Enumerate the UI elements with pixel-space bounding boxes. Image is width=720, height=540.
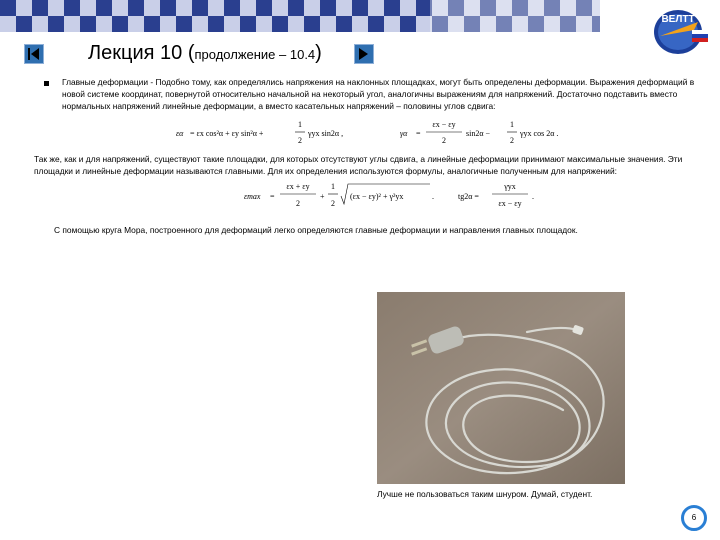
checker-cell <box>272 0 288 16</box>
formula-frac3-num: 1 <box>510 120 514 129</box>
formula2-eps-max: εmax <box>244 192 261 201</box>
strain-transformation-formula <box>176 118 596 150</box>
checker-cell <box>208 0 224 16</box>
checker-cell <box>336 0 352 16</box>
checker-cell <box>320 16 336 32</box>
formula-frac-den: 2 <box>298 136 302 145</box>
slide-title <box>88 42 322 65</box>
slide-title-sub: продолжение – 10.4 <box>194 47 316 62</box>
formula2-frac2-den: 2 <box>331 199 335 208</box>
checker-cell <box>224 16 240 32</box>
checker-cell <box>416 0 432 16</box>
bullet-marker <box>44 81 49 86</box>
checker-cell <box>32 0 48 16</box>
checker-cell <box>128 0 144 16</box>
checker-cell <box>192 16 208 32</box>
checker-cell <box>80 0 96 16</box>
checker-cell <box>64 0 80 16</box>
checker-cell <box>304 0 320 16</box>
checker-cell <box>208 16 224 32</box>
checker-cell <box>96 16 112 32</box>
logo-text: ВЕЛТТ <box>661 14 695 25</box>
checker-cell <box>0 16 16 32</box>
page-number-badge: 6 <box>681 505 707 531</box>
checker-cell <box>368 16 384 32</box>
worn-cable-photo <box>377 292 625 484</box>
formula2-frac2-num: 1 <box>331 182 335 191</box>
formula2-frac-den: 2 <box>296 199 300 208</box>
checker-cell <box>400 0 416 16</box>
checker-cell <box>272 16 288 32</box>
formula2-end: . <box>532 192 534 201</box>
formula2-frac3-num: γyx <box>504 182 516 191</box>
checker-cell <box>368 0 384 16</box>
formula2-sqrt: (εx − εy)² + γ²yx <box>350 192 404 201</box>
paragraph-main-strains: Главные деформации - Подобно тому, как определялись напряжения на наклонных площадках, могут быть определены деформации. Выражения деформаций в новой системе координат, повернутой относительно начальной на некоторый угол, аналогичны выражениям для напряжений. Достаточно подставить вместо нормальных напряжений линейные деформации, а вместо касательных напряжений – половины углов сдвига: <box>62 77 695 112</box>
formula-eq2: = <box>416 129 421 138</box>
checker-cell <box>112 16 128 32</box>
slide-title-main: Лекция 10 ( <box>88 42 195 64</box>
university-logo <box>648 0 712 64</box>
checker-cell <box>304 16 320 32</box>
next-slide-button[interactable] <box>354 44 374 64</box>
formula-body: = εx cos²α + εy sin²α + <box>190 129 264 138</box>
checker-cell <box>176 0 192 16</box>
checker-cell <box>0 0 16 16</box>
checker-cell <box>288 0 304 16</box>
formula-frac2-den: 2 <box>442 136 446 145</box>
checker-cell <box>192 0 208 16</box>
checker-cell <box>80 16 96 32</box>
checker-cell <box>224 0 240 16</box>
checker-cell <box>400 16 416 32</box>
formula2-eq: = <box>270 192 275 201</box>
triangle-left-icon <box>25 45 43 63</box>
checker-cell <box>256 0 272 16</box>
principal-strain-formula <box>244 180 574 214</box>
checker-cell <box>352 0 368 16</box>
checker-cell <box>256 16 272 32</box>
checker-cell <box>16 16 32 32</box>
checker-cell <box>16 0 32 16</box>
checker-cell <box>32 16 48 32</box>
paragraph-principal-areas: Так же, как и для напряжений, существуют такие площадки, для которых отсутствуют углы сдвига, а линейные деформации принимают максимальные значения. Эти площадки и линейные деформации называются главными. Для их определения используются формулы, аналогичные полученным для напряжений: <box>34 154 683 177</box>
checker-cell <box>240 0 256 16</box>
formula-mid2: sin2α − <box>466 129 491 138</box>
checker-cell <box>112 0 128 16</box>
checker-cell <box>176 16 192 32</box>
checker-cell <box>128 16 144 32</box>
formula2-tg: tg2α = <box>458 192 479 201</box>
formula-tail2: γyx cos 2α . <box>520 129 559 138</box>
previous-slide-button[interactable] <box>24 44 44 64</box>
checker-cell <box>416 16 432 32</box>
formula2-frac3-den: εx − εy <box>498 199 522 208</box>
formula2-frac-num: εx + εy <box>286 182 310 191</box>
checker-cell <box>144 0 160 16</box>
checker-cell <box>240 16 256 32</box>
checker-cell <box>160 0 176 16</box>
formula2-plus: + <box>320 192 325 201</box>
checker-cell <box>384 16 400 32</box>
header-checker-pattern <box>0 0 600 32</box>
paragraph-mohr-circle: С помощью круга Мора, построенного для деформаций легко определяются главные деформации и направления главных площадок. <box>54 225 578 235</box>
checker-cell <box>320 0 336 16</box>
checker-cell <box>160 16 176 32</box>
checker-cell <box>96 0 112 16</box>
formula-frac3-den: 2 <box>510 136 514 145</box>
photo-caption: Лучше не пользоваться таким шнуром. Думай, студент. <box>377 489 593 499</box>
checker-cell <box>288 16 304 32</box>
formula-frac-num: 1 <box>298 120 302 129</box>
checker-cell <box>384 0 400 16</box>
slide-title-close: ) <box>315 42 322 64</box>
checker-cell <box>352 16 368 32</box>
triangle-right-icon <box>355 45 373 63</box>
formula-tail: γyx sin2α , <box>308 129 344 138</box>
formula-gamma-alpha: γα <box>400 129 408 138</box>
checker-cell <box>336 16 352 32</box>
checker-cell <box>48 16 64 32</box>
checker-cell <box>48 0 64 16</box>
checker-cell <box>64 16 80 32</box>
checker-cell <box>144 16 160 32</box>
formula-frac2-num: εx − εy <box>432 120 456 129</box>
formula2-dot: . <box>432 192 434 201</box>
formula-eps-alpha: εα <box>176 129 184 138</box>
